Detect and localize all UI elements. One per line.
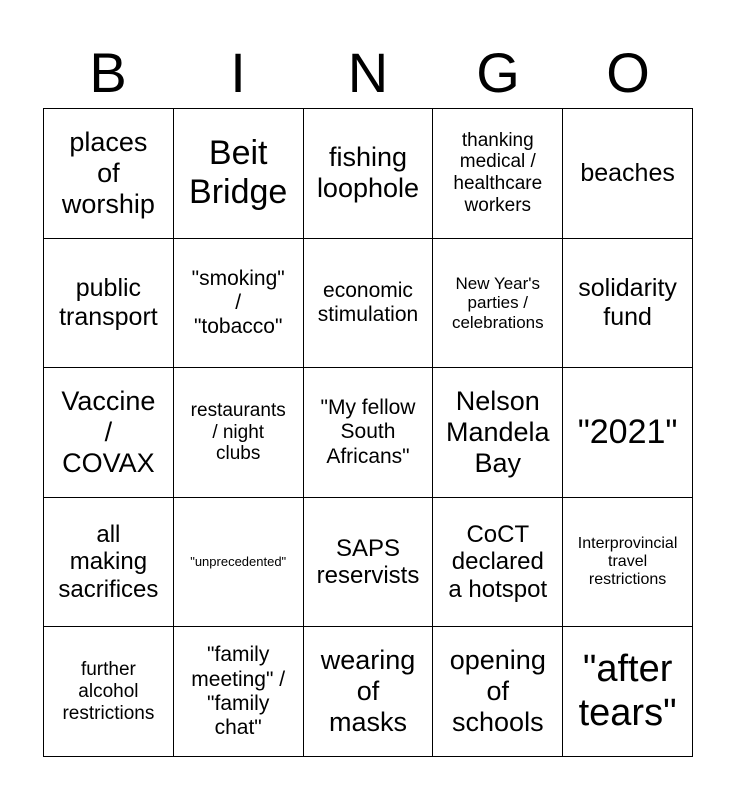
- header-letter-g: G: [476, 41, 520, 104]
- bingo-cell[interactable]: solidarity fund: [563, 239, 693, 369]
- header-letter-b: B: [89, 41, 127, 104]
- bingo-cell[interactable]: all making sacrifices: [44, 498, 174, 628]
- header-letter-n: N: [347, 41, 389, 104]
- bingo-cell[interactable]: "after tears": [563, 627, 693, 757]
- bingo-cell[interactable]: wearing of masks: [304, 627, 434, 757]
- bingo-cell[interactable]: beaches: [563, 109, 693, 239]
- header-letter-i: I: [230, 41, 246, 104]
- bingo-cell[interactable]: Interprovincial travel restrictions: [563, 498, 693, 628]
- bingo-card-grid: [43, 108, 693, 757]
- bingo-cell[interactable]: New Year's parties / celebrations: [433, 239, 563, 369]
- bingo-cell[interactable]: thanking medical / healthcare workers: [433, 109, 563, 239]
- bingo-cell[interactable]: fishing loophole: [304, 109, 434, 239]
- bingo-cell[interactable]: public transport: [44, 239, 174, 369]
- bingo-cell[interactable]: "2021": [563, 368, 693, 498]
- bingo-cell[interactable]: "family meeting" / "family chat": [174, 627, 304, 757]
- bingo-cell[interactable]: Nelson Mandela Bay: [433, 368, 563, 498]
- bingo-cell[interactable]: CoCT declared a hotspot: [433, 498, 563, 628]
- bingo-cell[interactable]: "smoking" / "tobacco": [174, 239, 304, 369]
- bingo-cell[interactable]: restaurants / night clubs: [174, 368, 304, 498]
- bingo-cell[interactable]: Beit Bridge: [174, 109, 304, 239]
- header-letter-o: O: [606, 41, 650, 104]
- bingo-cell[interactable]: "My fellow South Africans": [304, 368, 434, 498]
- bingo-cell[interactable]: SAPS reservists: [304, 498, 434, 628]
- bingo-cell[interactable]: economic stimulation: [304, 239, 434, 369]
- bingo-cell[interactable]: places of worship: [44, 109, 174, 239]
- bingo-cell[interactable]: opening of schools: [433, 627, 563, 757]
- bingo-cell[interactable]: Vaccine / COVAX: [44, 368, 174, 498]
- bingo-cell[interactable]: "unprecedented": [174, 498, 304, 628]
- bingo-cell[interactable]: further alcohol restrictions: [44, 627, 174, 757]
- bingo-header: [43, 38, 693, 108]
